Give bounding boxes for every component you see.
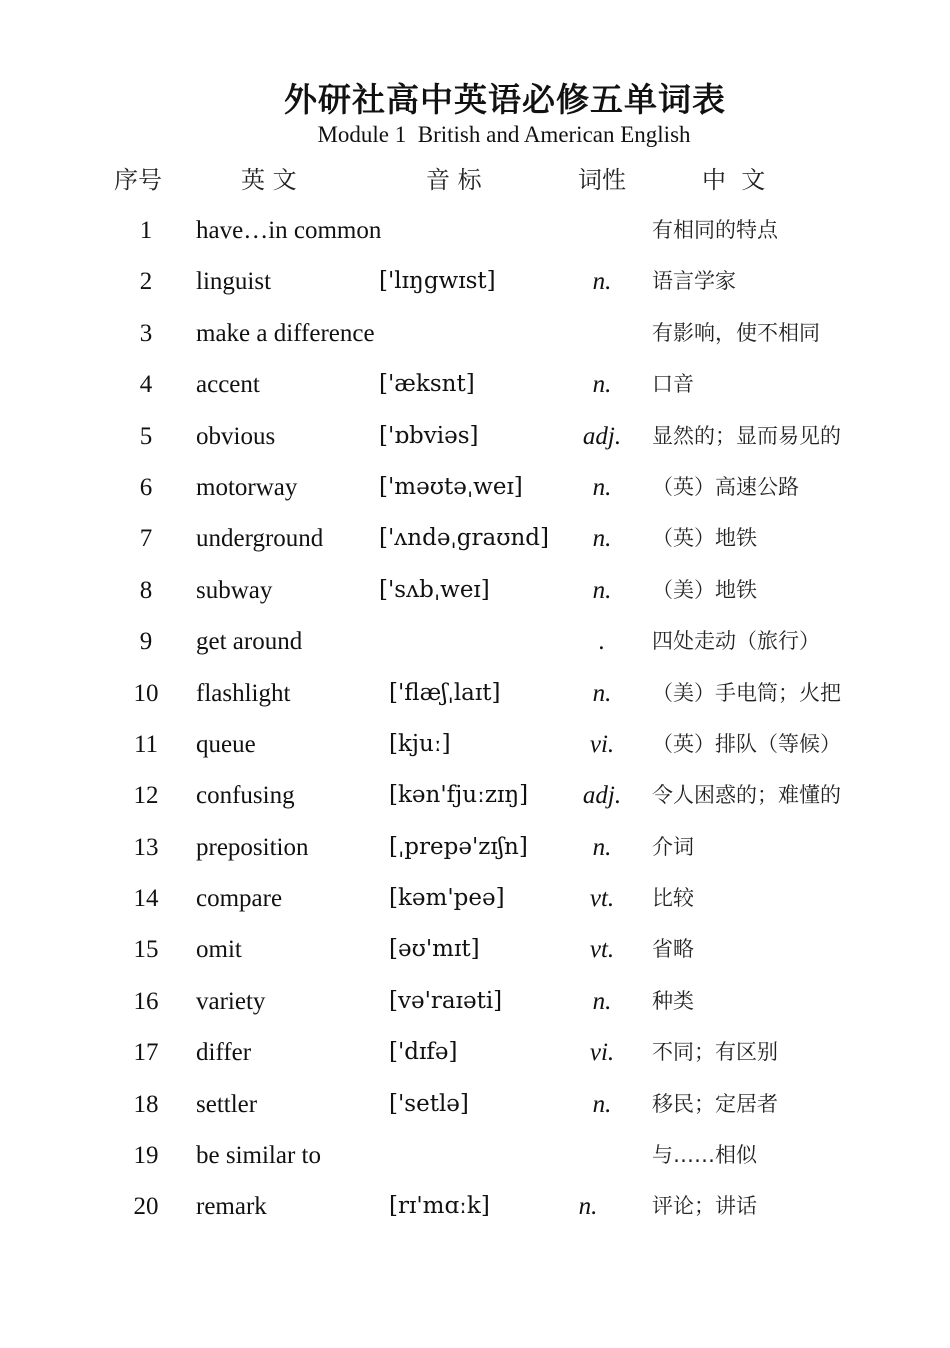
row-meaning: 介词 (652, 834, 694, 859)
row-part-of-speech: n. (592, 679, 612, 707)
table-row (0, 1130, 950, 1181)
row-word: differ (196, 1039, 252, 1067)
row-part-of-speech: n. (592, 268, 612, 296)
row-phonetic: ['ʌndəˌgraʊnd] (379, 525, 549, 552)
row-word: queue (196, 730, 256, 758)
row-word: underground (196, 525, 324, 553)
row-meaning: （英）地铁 (652, 526, 757, 551)
row-phonetic: ['flæʃˌlaɪt] (389, 679, 501, 706)
table-row (0, 513, 950, 564)
row-number: 13 (133, 833, 159, 861)
row-number: 8 (139, 576, 153, 604)
row-phonetic: ['lɪŋgwɪst] (379, 268, 496, 295)
row-phonetic: ['ɒbviəs] (379, 422, 479, 449)
row-meaning: 评论；讲话 (652, 1194, 757, 1219)
page-title: 外研社高中英语必修五单词表 (284, 80, 726, 119)
table-row (0, 976, 950, 1027)
table-row (0, 565, 950, 616)
table-row (0, 256, 950, 307)
row-phonetic: [kən'fjuːzɪŋ] (389, 782, 529, 809)
table-row (0, 1079, 950, 1130)
row-number: 6 (139, 473, 153, 501)
row-word: subway (196, 576, 273, 604)
table-row (0, 873, 950, 924)
row-number: 3 (139, 319, 153, 347)
table-row (0, 668, 950, 719)
row-meaning: 令人困惑的；难懂的 (652, 783, 841, 808)
row-part-of-speech: n. (592, 371, 612, 399)
row-part-of-speech: n. (592, 1090, 612, 1118)
row-number: 17 (133, 1039, 159, 1067)
table-row (0, 359, 950, 410)
table-row (0, 822, 950, 873)
row-number: 7 (139, 525, 153, 553)
table-row (0, 616, 950, 667)
table-row (0, 205, 950, 256)
row-part-of-speech: n. (592, 833, 612, 861)
row-phonetic: [kjuː] (389, 730, 451, 757)
row-part-of-speech: vt. (589, 885, 615, 913)
row-meaning: 语言学家 (652, 269, 736, 294)
row-meaning: 口音 (652, 372, 694, 397)
table-row (0, 924, 950, 975)
table-row (0, 308, 950, 359)
row-part-of-speech: adj. (582, 422, 622, 450)
row-number: 4 (139, 371, 153, 399)
row-number: 15 (133, 936, 159, 964)
row-phonetic: ['sʌbˌweɪ] (379, 576, 490, 603)
row-part-of-speech: n. (592, 525, 612, 553)
row-word: motorway (196, 473, 298, 501)
row-number: 5 (139, 422, 153, 450)
row-number: 1 (139, 217, 153, 244)
row-phonetic: ['dɪfə] (389, 1039, 458, 1066)
row-part-of-speech: . (598, 628, 606, 656)
row-part-of-speech: vi. (589, 1039, 615, 1067)
row-number: 11 (133, 730, 159, 758)
row-number: 19 (133, 1142, 159, 1170)
row-meaning: （美）手电筒；火把 (652, 680, 841, 705)
table-row (0, 719, 950, 770)
row-meaning: （英）排队（等候） (652, 731, 841, 756)
row-number: 10 (133, 679, 159, 707)
row-meaning: 不同；有区别 (652, 1040, 778, 1065)
row-number: 16 (133, 987, 159, 1015)
row-word: linguist (196, 268, 272, 296)
row-part-of-speech: n. (592, 576, 612, 604)
vocabulary-table (0, 205, 950, 1233)
header-chinese: 中 文 (702, 166, 766, 194)
row-meaning: 有影响，使不相同 (652, 320, 820, 345)
row-word: obvious (196, 422, 276, 450)
row-phonetic: ['setlə] (389, 1090, 469, 1117)
row-part-of-speech: n. (578, 1193, 598, 1221)
row-meaning: 四处走动（旅行） (652, 629, 820, 654)
row-meaning: 比较 (652, 886, 694, 911)
row-word: compare (196, 885, 283, 913)
row-phonetic: [kəm'peə] (389, 885, 505, 912)
row-word: remark (196, 1193, 267, 1221)
row-phonetic: [rɪ'mɑːk] (389, 1193, 490, 1220)
row-word: have…in common (196, 217, 382, 244)
row-word: flashlight (196, 679, 291, 707)
row-number: 14 (133, 885, 159, 913)
header-number: 序号 (114, 166, 162, 194)
header-phonetic: 音 标 (426, 166, 482, 194)
row-part-of-speech: n. (592, 473, 612, 501)
row-word: omit (196, 936, 242, 964)
row-phonetic: [ˌprepə'zɪʃn] (389, 833, 528, 860)
row-phonetic: ['məʊtəˌweɪ] (379, 473, 523, 500)
row-meaning: （英）高速公路 (652, 474, 799, 499)
table-row (0, 1027, 950, 1078)
table-row (0, 462, 950, 513)
row-meaning: 种类 (652, 988, 694, 1013)
row-meaning: 移民；定居者 (652, 1091, 778, 1116)
row-phonetic: [və'raɪəti] (389, 987, 503, 1014)
table-header (0, 162, 950, 198)
row-part-of-speech: adj. (582, 782, 622, 810)
table-row (0, 411, 950, 462)
row-word: get around (196, 628, 303, 656)
row-part-of-speech: n. (592, 987, 612, 1015)
row-word: confusing (196, 782, 295, 810)
row-meaning: 与……相似 (652, 1143, 757, 1168)
row-word: accent (196, 371, 260, 399)
row-meaning: 有相同的特点 (652, 218, 778, 242)
row-phonetic: [əʊ'mɪt] (389, 936, 480, 963)
table-row (0, 770, 950, 821)
row-meaning: 显然的；显而易见的 (652, 423, 841, 448)
row-number: 12 (133, 782, 159, 810)
row-word: make a difference (196, 319, 375, 347)
module-subtitle: Module 1 British and American English (317, 122, 691, 147)
header-english: 英 文 (241, 166, 297, 194)
row-word: preposition (196, 833, 309, 861)
row-part-of-speech: vt. (589, 936, 615, 964)
table-row (0, 1181, 950, 1232)
row-word: be similar to (196, 1142, 321, 1170)
row-number: 9 (139, 628, 153, 656)
row-meaning: 省略 (652, 937, 694, 962)
row-number: 18 (133, 1090, 159, 1118)
row-number: 20 (133, 1193, 159, 1221)
row-part-of-speech: vi. (589, 730, 615, 758)
row-word: variety (196, 987, 266, 1015)
row-number: 2 (139, 268, 153, 296)
header-part-of-speech: 词性 (578, 166, 626, 194)
row-meaning: （美）地铁 (652, 577, 757, 602)
row-phonetic: ['æksnt] (379, 371, 475, 398)
row-word: settler (196, 1090, 258, 1118)
